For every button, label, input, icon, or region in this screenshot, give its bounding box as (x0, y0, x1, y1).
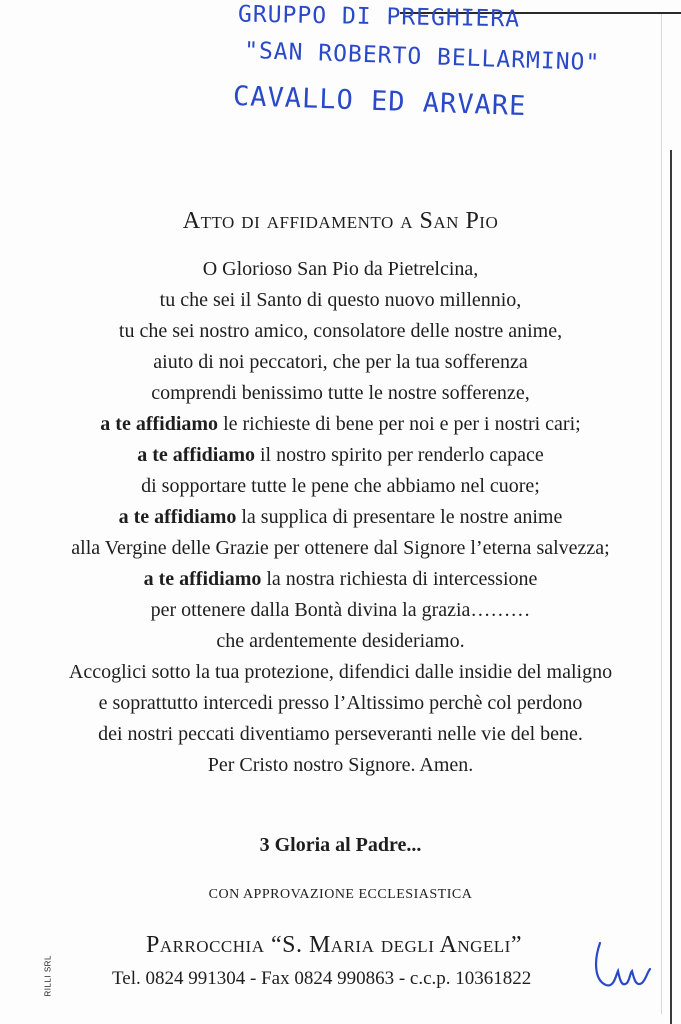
ecclesiastical-approval: CON APPROVAZIONE ECCLESIASTICA (208, 887, 473, 902)
handwritten-note-line-1: GRUPPO DI PREGHIERA (237, 1, 521, 33)
prayer-line: aiuto di noi peccatori, che per la tua sofferenza (153, 351, 528, 373)
parish-contact: Tel. 0824 991304 - Fax 0824 990863 - c.c.p. 10361822 (112, 968, 532, 989)
prayer-line: tu che sei nostro amico, consolatore delle nostre anime, (118, 320, 563, 342)
prayer-title: Atto di affidamento a San Pio (182, 208, 499, 234)
parish-name: Parrocchia “S. Maria degli Angeli” (146, 932, 522, 958)
affidiamo-emphasis: a te affidiamo (137, 444, 255, 466)
prayer-line: e soprattutto intercedi presso l’Altissimo perchè col perdono (98, 692, 583, 714)
prayer-line: comprendi benissimo tutte le nostre sofferenze, (151, 382, 530, 404)
prayer-line: di sopportare tutte le pene che abbiamo nel cuore; (141, 475, 540, 497)
prayer-line-rest: il nostro spirito per renderlo capace (254, 444, 544, 466)
handwritten-note-line-2: "SAN ROBERTO BELLARMINO" (243, 37, 601, 77)
prayer-line-rest: la nostra richiesta di intercessione (261, 568, 538, 590)
handwritten-note-line-3: CAVALLO ED ARVARE (232, 80, 527, 123)
prayer-line (0, 440, 681, 471)
prayer-line: dei nostri peccati diventiamo perseveranti nelle vie del bene. (98, 723, 583, 745)
printer-credit-text: RILLI SRL (43, 955, 53, 997)
prayer-line: tu che sei il Santo di questo nuovo millennio, (159, 289, 522, 311)
affidiamo-emphasis: a te affidiamo (118, 506, 237, 528)
prayer-line-rest: la supplica di presentare le nostre anime (236, 506, 563, 528)
prayer-line-rest: le richieste di bene per noi e per i nostri cari; (218, 413, 581, 435)
prayer-line: Per Cristo nostro Signore. Amen. (207, 754, 474, 776)
gloria-instruction: 3 Gloria al Padre... (259, 834, 422, 856)
signature-scribble (590, 935, 660, 995)
affidiamo-emphasis: a te affidiamo (143, 568, 262, 590)
affidiamo-emphasis: a te affidiamo (100, 413, 219, 435)
prayer-line: che ardentemente desideriamo. (216, 630, 465, 652)
prayer-line (0, 409, 681, 440)
prayer-line: alla Vergine delle Grazie per ottenere dal Signore l’eterna salvezza; (71, 537, 610, 559)
prayer-line: Accoglici sotto la tua protezione, difendici dalle insidie del maligno (68, 661, 613, 683)
prayer-line: O Glorioso San Pio da Pietrelcina, (202, 258, 479, 280)
prayer-line (0, 502, 681, 533)
printer-credit (40, 938, 52, 998)
prayer-line: per ottenere dalla Bontà divina la grazia……… (150, 599, 531, 621)
prayer-text (0, 254, 681, 781)
prayer-line (0, 564, 681, 595)
